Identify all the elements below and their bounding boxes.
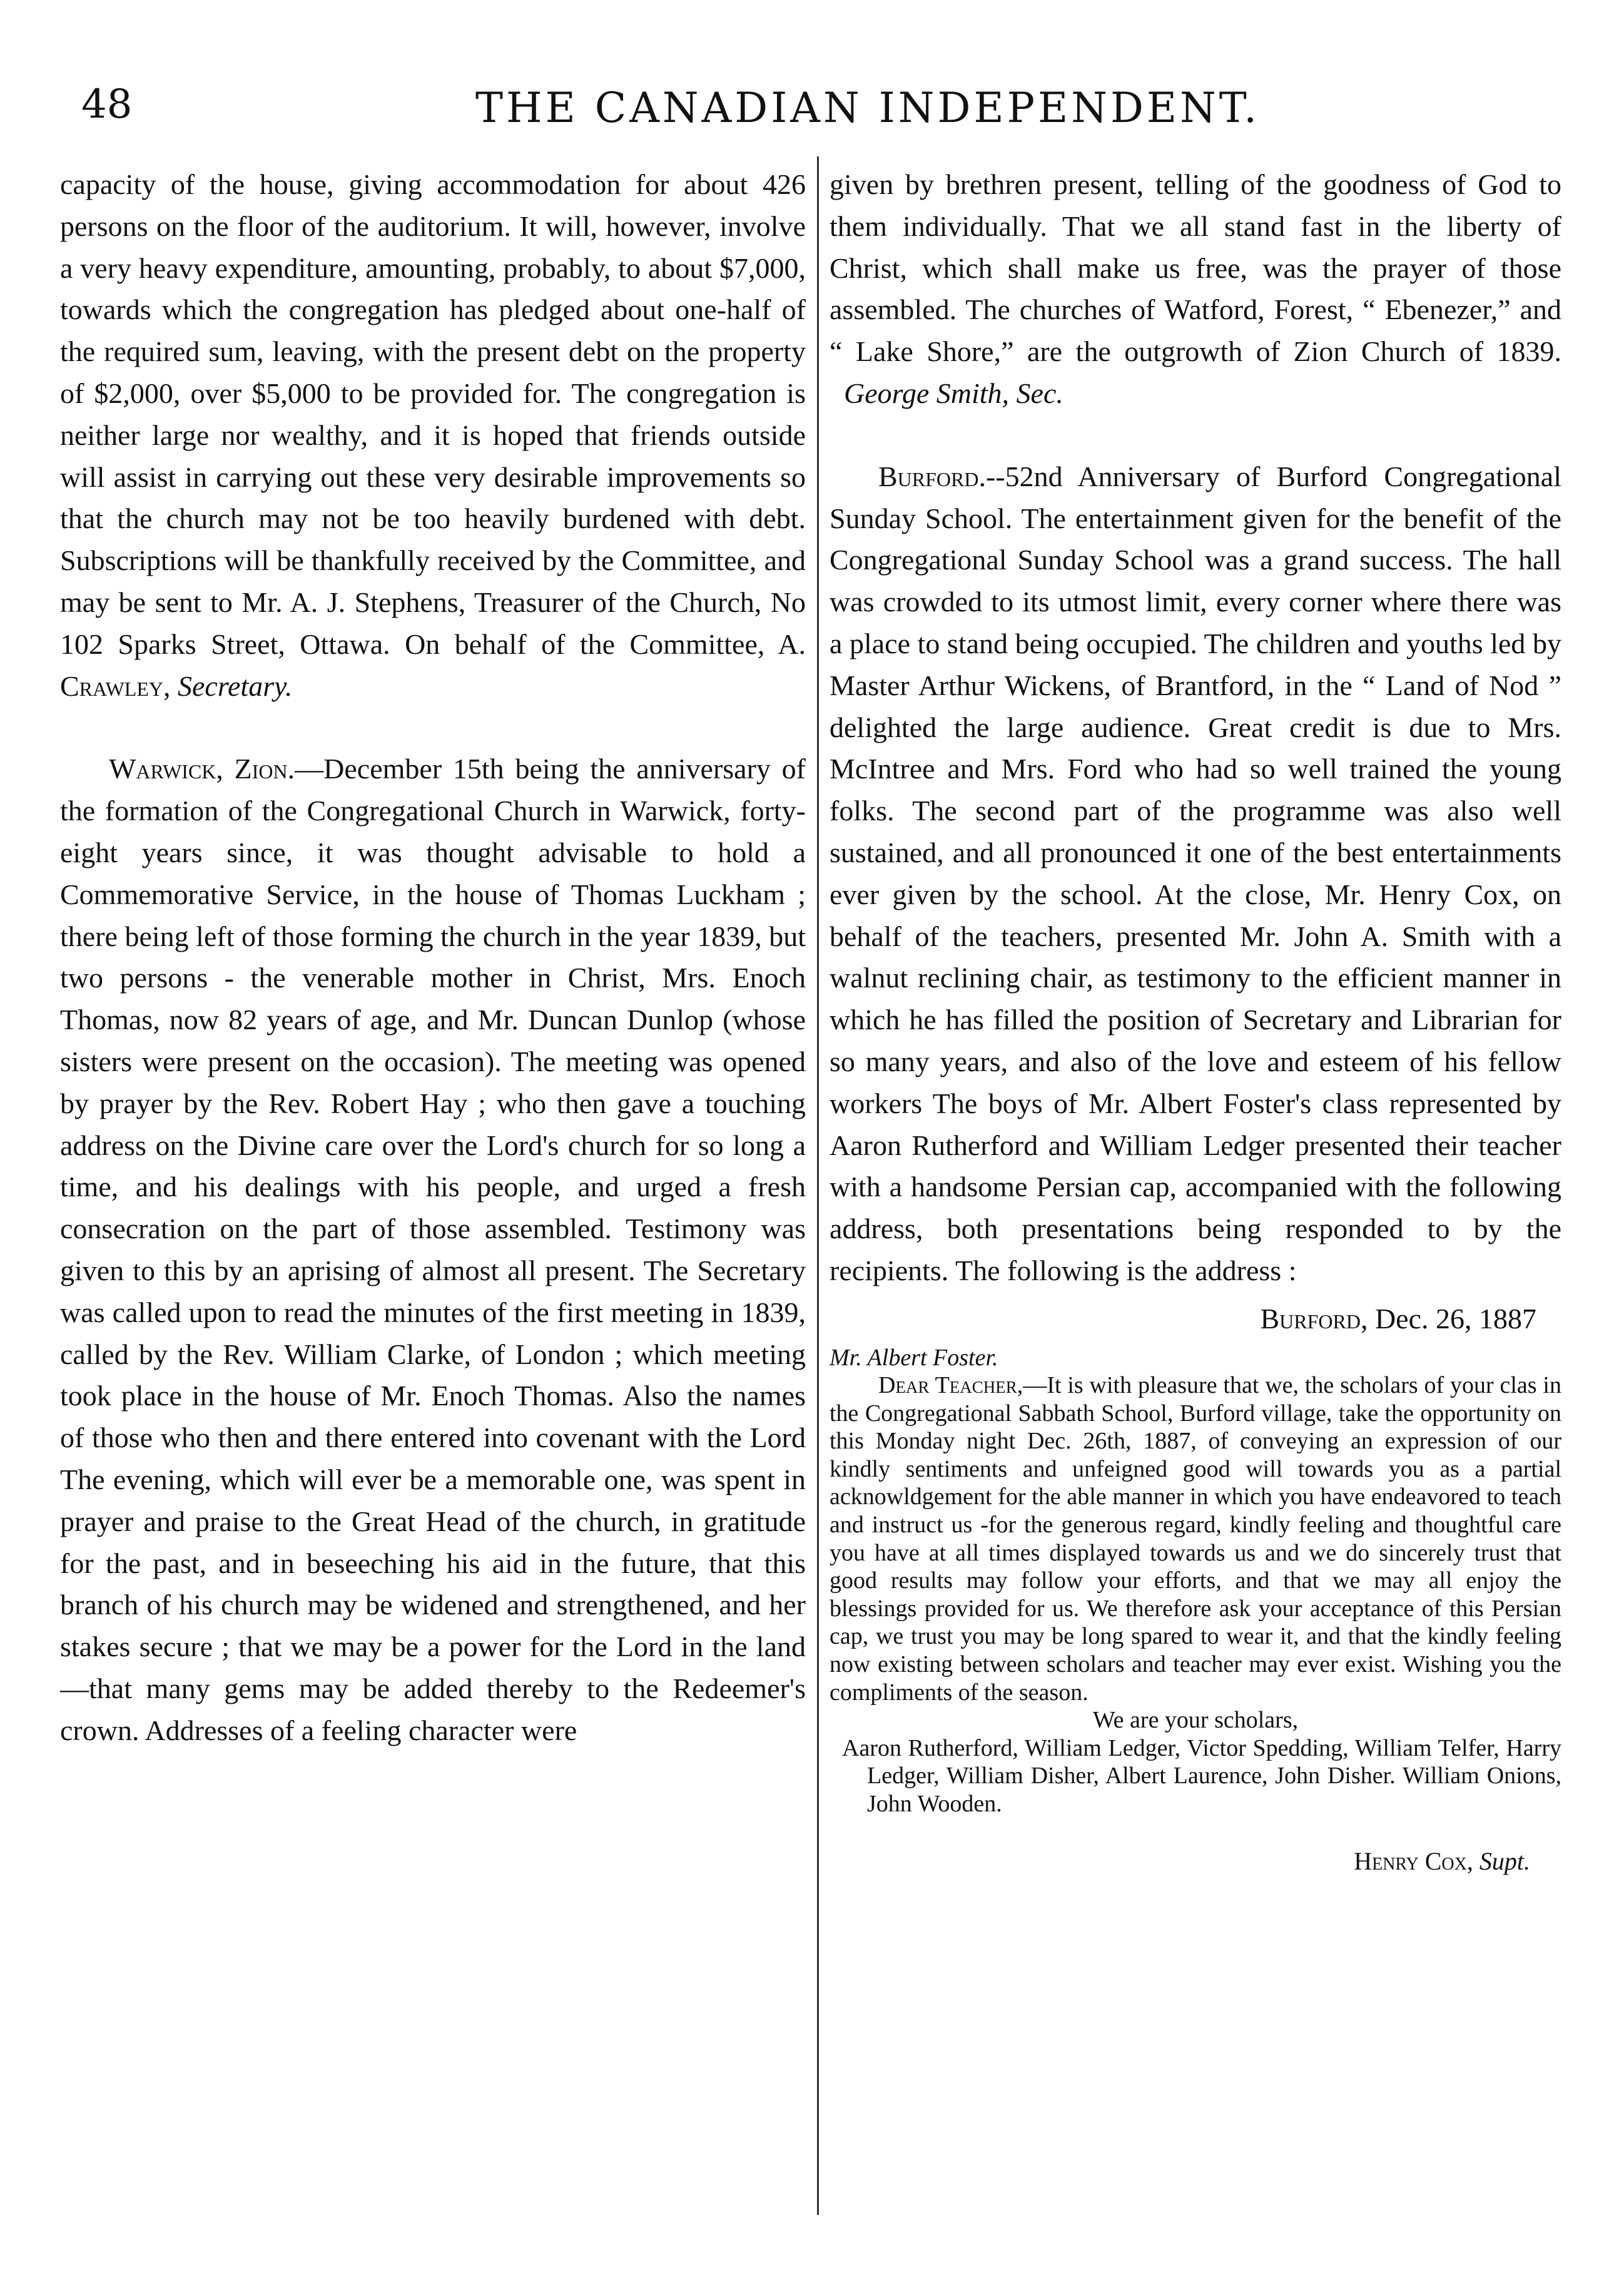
letter-signatories: Aaron Rutherford, William Ledger, Victor Spedding, William Telfer, Harry Ledger, William Disher, Albert Laurence, John Disher. William Onions, John Wooden.: [842, 1734, 1561, 1818]
address-letter: [830, 1344, 1561, 1818]
page-number: 48: [81, 81, 133, 128]
letter-body: [830, 1372, 1561, 1706]
ottawa-paragraph-text: capacity of the house, giving accommodation for about 426 persons on the floor of the auditorium. It will, however, involve a very heavy expenditure, amounting, probably, to about $7,000, towards which the congregation has pledged about one-half of the required sum, leaving, with the present debt on the property of $2,000, over $5,000 to be provided for. The congregation is neither large nor wealthy, and it is hoped that friends outside will assist in carrying out these very desirable improvements so that the church may not be too heavily burdened with debt. Subscriptions will be thankfully received by the Committee, and may be sent to Mr. A. J. Stephens, Treasurer of the Church, No 102 Sparks Street, Ottawa. On behalf of the Committee, A.: [60, 168, 806, 660]
warwick-continuation: [830, 164, 1561, 415]
letter-salutation: Dear Teacher,: [878, 1372, 1023, 1399]
letter-closing: We are your scholars,: [1092, 1707, 1299, 1734]
ottawa-paragraph: capacity of the house, giving accommodation for about 426 persons on the floor of the auditorium. It will, however, involve a very heavy expenditure, amounting, probably, to about $7,000, towards which the congregation has pledged about one-half of the required sum, leaving, with the present debt on the property of $2,000, over $5,000 to be provided for. The congregation is neither large nor wealthy, and it is hoped that friends outside will assist in carrying out these very desirable improvements so that the church may not be too heavily burdened with debt. Subscriptions will be thankfully received by the Committee, and may be sent to Mr. A. J. Stephens, Treasurer of the Church, No 102 Sparks Street, Ottawa. On behalf of the Committee, A. Crawley, Secretary.: [60, 168, 806, 702]
letter-dateline-place: Burford: [1260, 1302, 1361, 1335]
letter-dateline-date: , Dec. 26, 1887: [1360, 1302, 1536, 1335]
warwick-paragraph-text: —December 15th being the anniversary of the formation of the Congregational Church in Warwick, forty-eight years since, it was thought advisable to hold a Commemorative Service, in the house of Thomas Luckham ; there being left of those forming the church in the year 1839, but two persons - the venerable mother in Christ, Mrs. Enoch Thomas, now 82 years of age, and Mr. Duncan Dunlop (whose sisters were present on the occasion). The meeting was opened by prayer by the Rev. Robert Hay ; who then gave a touching address on the Divine care over the Lord's church for so long a time, and his dealings with his people, and urged a fresh consecration on the part of those assembled. Testimony was given to this by an aprising of almost all present. The Secretary was called upon to read the minutes of the first meeting in 1839, called by the Rev. William Clarke, of London ; which meeting took place in the house of Mr. Enoch Thomas. Also the names of those who then and there entered into covenant with the Lord The evening, which will ever be a memorable one, was spent in prayer and praise to the Great Head of the church, in gratitude for the past, and in beseeching his aid in the future, that this branch of his church may be widened and strengthened, and her stakes secure ; that we may be a power for the Lord in the land—that many gems may be added thereby to the Redeemer's crown. Addresses of a feeling character were: [60, 753, 806, 1746]
letter-dateline: [830, 1298, 1561, 1340]
final-signer-name: Henry Cox: [1354, 1846, 1467, 1875]
final-signer-role: Supt.: [1479, 1846, 1530, 1875]
ottawa-signer: Crawley: [60, 669, 163, 702]
running-head: THE CANADIAN INDEPENDENT.: [475, 84, 1261, 132]
left-column: [60, 164, 806, 1751]
final-signature: Henry Cox, Supt.: [1354, 1846, 1530, 1875]
burford-paragraph: [830, 456, 1561, 1292]
letter-recipient: Mr. Albert Foster.: [830, 1344, 998, 1371]
ottawa-signer-role: Secretary.: [177, 669, 293, 702]
burford-lead: Burford.: [878, 460, 986, 492]
warwick-lead: Warwick, Zion.: [109, 753, 295, 785]
warwick-paragraph: [60, 748, 806, 1751]
column-rule: [817, 156, 819, 2215]
letter-body-text: —It is with pleasure that we, the scholars of your clas in the Congregational Sabbath School, Burford village, take the opportunity on this Monday night Dec. 26th, 1887, of conveying an expression of our kindly sentiments and unfeigned good will towards you as a partial acknowldgement for the able manner in which you have endeavored to teach and instruct us -for the generous regard, kindly feeling and thoughtful care you have at all times displayed towards us and we do sincerely trust that good results may follow your efforts, and that we may all enjoy the blessings provided for us. We therefore ask your acceptance of this Persian cap, we trust you may be long spared to wear it, and that the kindly feeling now existing between scholars and teacher may ever exist. Wishing you the compliments of the season.: [830, 1372, 1561, 1706]
right-column: [830, 164, 1561, 1882]
burford-paragraph-text: --52nd Anniversary of Burford Congregational Sunday School. The entertainment given for the benefit of the Congregational Sunday School was a grand success. The hall was crowded to its utmost limit, every corner where there was a place to stand being occupied. The children and youths led by Master Arthur Wickens, of Brantford, in the “ Land of Nod ” delighted the large audience. Great credit is due to Mrs. McIntree and Mrs. Ford who had so well trained the young folks. The second part of the programme was also well sustained, and all pronounced it one of the best entertainments ever given by the school. At the close, Mr. Henry Cox, on behalf of the teachers, presented Mr. John A. Smith with a walnut reclining chair, as testimony to the efficient manner in which he has filled the position of Secretary and Librarian for so many years, and also of the love and esteem of his fellow workers The boys of Mr. Albert Foster's class represented by Aaron Rutherford and William Ledger presented their teacher with a handsome Persian cap, accompanied with the following address, both presentations being responded to by the recipients. The following is the address :: [830, 460, 1561, 1286]
warwick-continuation-text: given by brethren present, telling of the goodness of God to them individually. That we all stand fast in the liberty of Christ, which shall make us free, was the prayer of those assembled. The churches of Watford, Forest, “ Ebenezer,” and “ Lake Shore,” are the outgrowth of Zion Church of 1839.: [830, 168, 1561, 368]
warwick-signer: George Smith, Sec.: [844, 377, 1063, 409]
